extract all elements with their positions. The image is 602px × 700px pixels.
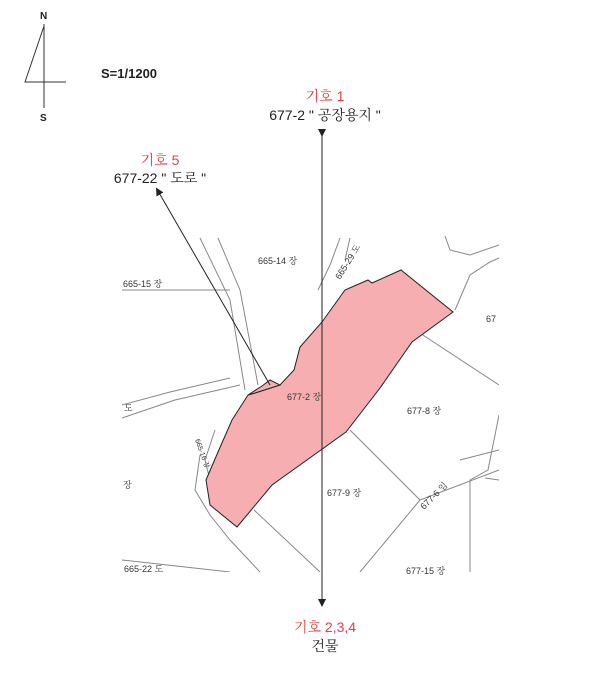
- parcel-do-label: 도: [124, 403, 133, 413]
- parcel-677-2-label: 677-2 장: [287, 392, 322, 402]
- parcel-665-22-label: 665-22 도: [124, 564, 164, 574]
- parcel-665-29-label: 665-29 도: [333, 242, 363, 282]
- compass-north-label: N: [40, 11, 48, 22]
- parcel-jang-label: 장: [123, 480, 132, 490]
- marker-5-title: 기호 5: [140, 152, 180, 168]
- parcel-677-15-label: 677-15 장: [406, 566, 446, 576]
- marker-234-title: 기호 2,3,4: [293, 619, 357, 635]
- parcel-677-8-label: 677-8 장: [407, 406, 442, 416]
- marker-5-label: 677-22 " 도로 ": [113, 170, 207, 186]
- parcel-677-9-label: 677-9 장: [327, 488, 362, 498]
- parcel-road-side-label: 665-16 장: [193, 438, 211, 470]
- leader-arrow-diagonal: [158, 191, 270, 385]
- marker-1-label: 677-2 " 공장용지 ": [269, 107, 381, 123]
- parcel-665-15-label: 665-15 장: [123, 279, 163, 289]
- parcel-665-14-label: 665-14 장: [258, 256, 298, 266]
- parcel-677-6-label: 677-6 임: [418, 480, 450, 512]
- map-lines: [120, 236, 499, 572]
- compass-south-label: S: [40, 113, 47, 124]
- parcel-67-label: 67: [486, 314, 497, 324]
- scale-label: S=1/1200: [101, 66, 158, 81]
- marker-1-title: 기호 1: [305, 88, 345, 104]
- marker-234-label: 건물: [311, 638, 339, 654]
